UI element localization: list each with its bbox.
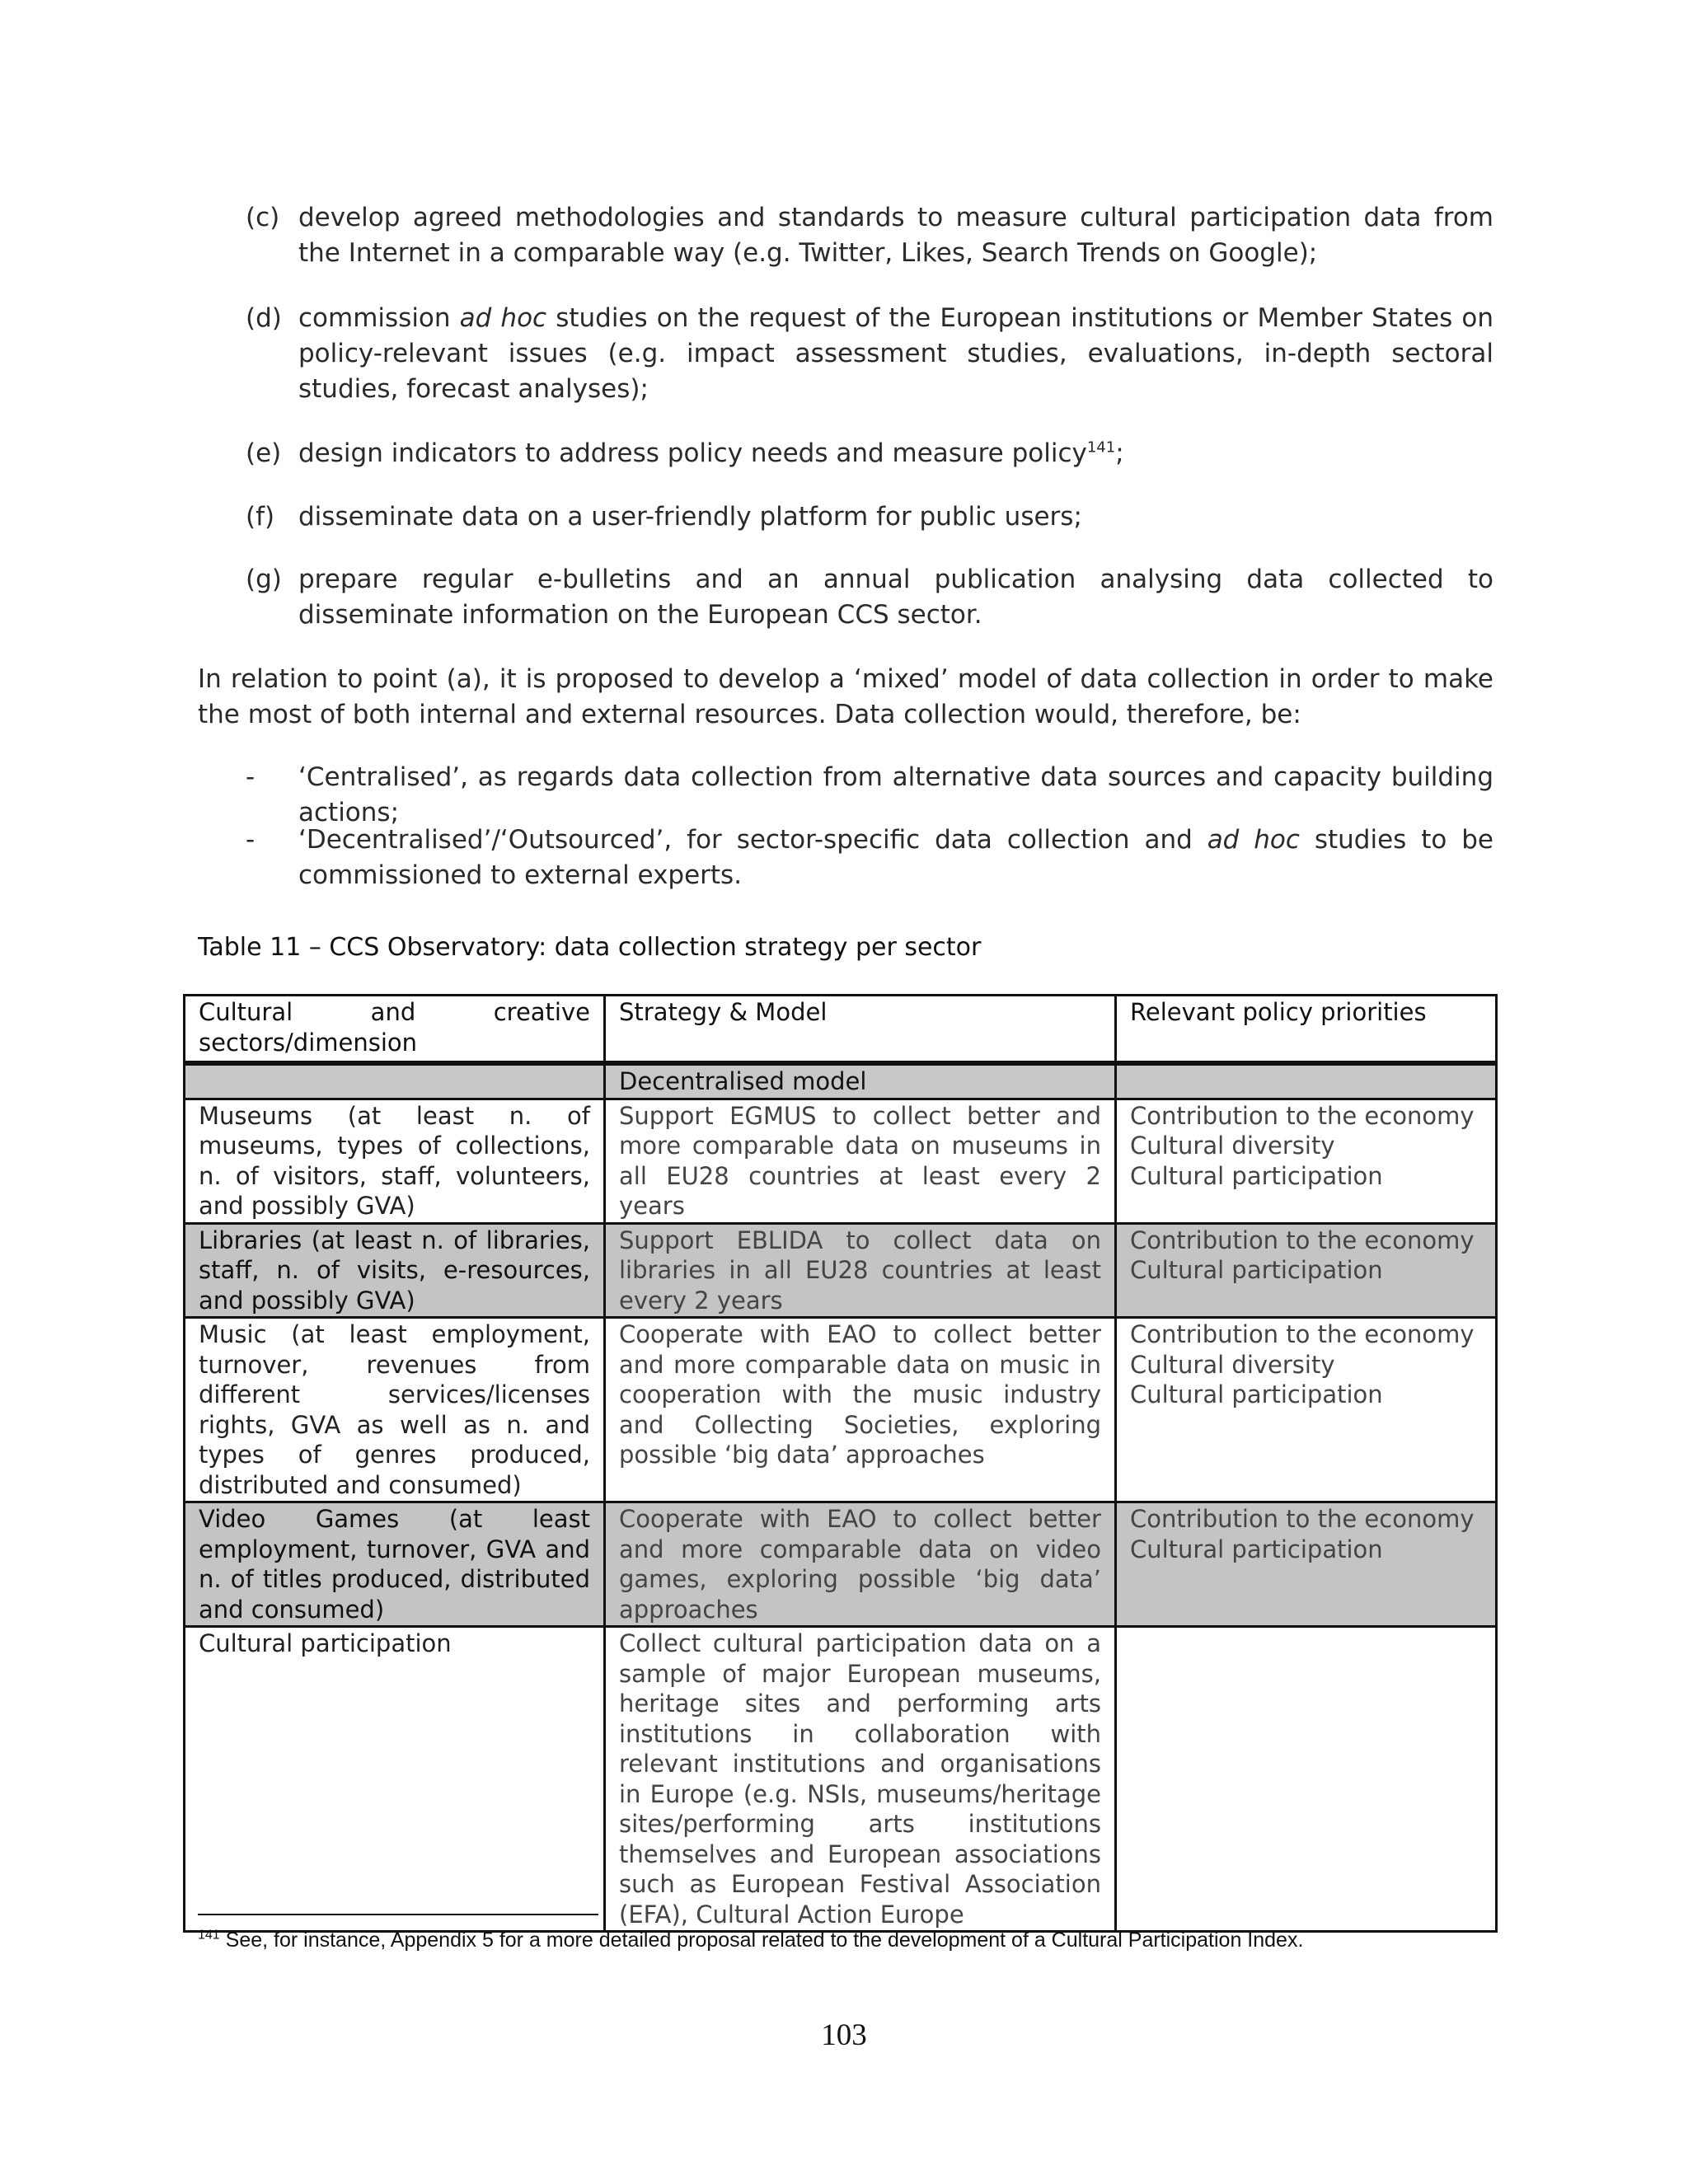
table-cell: Cooperate with EAO to collect better and more comparable data on music in cooperation with the music industry and Collecting Societies, exploring possible ‘big data’ approaches — [605, 1318, 1116, 1502]
table-cell: Museums (at least n. of museums, types of collections, n. of visitors, staff, volunteers, and possibly GVA) — [185, 1099, 605, 1223]
list-item-g — [246, 562, 1493, 633]
table-cell: Contribution to the economy Cultural participation — [1116, 1502, 1497, 1627]
header-cell: Cultural and creative sectors/dimension — [185, 996, 605, 1064]
table-cell: Libraries (at least n. of libraries, staff, n. of visits, e-resources, and possibly GVA) — [185, 1223, 605, 1318]
table-subheader-row — [185, 1063, 1497, 1099]
list-item-text: design indicators to address policy needs and measure policy$^{141}$; — [298, 438, 1124, 468]
table-cell: Support EGMUS to collect better and more comparable data on museums in all EU28 countries at least every 2 years — [605, 1099, 1116, 1223]
list-marker: (d) — [246, 303, 282, 333]
list-item-d — [246, 301, 1493, 407]
table-cell: Support EBLIDA to collect data on libraries in all EU28 countries at least every 2 years — [605, 1223, 1116, 1318]
table-cell: Contribution to the economy Cultural participation — [1116, 1223, 1497, 1318]
table-header-row — [185, 996, 1497, 1064]
header-cell: Relevant policy priorities — [1116, 996, 1497, 1064]
data-collection-table — [183, 994, 1498, 1933]
table-cell: Cooperate with EAO to collect better and more comparable data on video games, exploring possible ‘big data’ approaches — [605, 1502, 1116, 1627]
paragraph-mixed-model: In relation to point (a), it is proposed to develop a ‘mixed’ model of data collection in order to make the most of both internal and external resources. Data collection would, therefore, be: — [198, 664, 1493, 729]
table-row — [185, 1627, 1497, 1932]
list-item-text: disseminate data on a user-friendly platform for public users; — [298, 502, 1082, 532]
list-marker: (c) — [246, 203, 280, 232]
table-cell: Contribution to the economy Cultural diversity Cultural participation — [1116, 1318, 1497, 1502]
table-cell: Music (at least employment, turnover, revenues from different services/licenses rights, GVA as well as n. and types of genres produced, distributed and consumed) — [185, 1318, 605, 1502]
dash-item-text: ‘Centralised’, as regards data collection from alternative data sources and capacity building actions; — [298, 762, 1493, 827]
dash-item-text: ‘Decentralised’/‘Outsourced’, for sector-specific data collection and ad hoc studies to be commissioned to external experts. — [298, 825, 1493, 890]
list-item-text: develop agreed methodologies and standards to measure cultural participation data from the Internet in a comparable way (e.g. Twitter, Likes, Search Trends on Google); — [298, 203, 1493, 268]
list-marker: (e) — [246, 438, 282, 468]
header-cell: Strategy & Model — [605, 996, 1116, 1064]
table-row — [185, 1099, 1497, 1223]
footnote: $^{141}$ See, for instance, Appendix 5 for a more detailed proposal related to the development of a Cultural Participation Index. — [198, 1928, 1304, 1952]
footnote-number: 141 — [198, 1928, 220, 1943]
dash-marker: - — [246, 762, 256, 792]
list-item-text: prepare regular e-bulletins and an annual publication analysing data collected to disseminate information on the European CCS sector. — [298, 565, 1493, 630]
table-row — [185, 1318, 1497, 1502]
list-marker: (f) — [246, 502, 275, 532]
table-row — [185, 1502, 1497, 1627]
table-cell: Video Games (at least employment, turnover, GVA and n. of titles produced, distributed and consumed) — [185, 1502, 605, 1627]
table-cell — [185, 1063, 605, 1099]
list-item-c — [246, 200, 1493, 271]
italic-term: ad hoc — [1207, 825, 1300, 855]
dash-marker: - — [246, 825, 256, 855]
list-item-e — [246, 436, 1493, 471]
dash-item-centralised — [246, 760, 1493, 831]
table-cell — [1116, 1063, 1497, 1099]
footnote-ref[interactable]: 141 — [1086, 438, 1116, 457]
list-item-text: commission ad hoc studies on the request of the European institutions or Member States on policy-relevant issues (e.g. impact assessment studies, evaluations, in-depth sectoral studies, forecast analyses); — [298, 303, 1494, 404]
page-number: 103 — [821, 2018, 867, 2052]
table-caption: Table 11 – CCS Observatory: data collection strategy per sector — [198, 933, 982, 962]
dash-item-decentralised — [246, 823, 1493, 893]
list-item-f — [246, 499, 1493, 535]
table-row — [185, 1223, 1497, 1318]
table-cell: Collect cultural participation data on a sample of major European museums, heritage sites and performing arts institutions in collaboration with relevant institutions and organisations in Europe (e.g. NSIs, museums/heritage sites/performing arts institutions themselves and European associations such as European Festival Association (EFA), Cultural Action Europe — [605, 1627, 1116, 1932]
table-cell: Contribution to the economy Cultural diversity Cultural participation — [1116, 1099, 1497, 1223]
footnote-divider — [198, 1914, 598, 1915]
table-cell: Cultural participation — [185, 1627, 605, 1932]
list-marker: (g) — [246, 565, 282, 594]
italic-term: ad hoc — [459, 303, 547, 333]
table-cell — [1116, 1627, 1497, 1932]
subheader-cell: Decentralised model — [605, 1063, 1116, 1099]
